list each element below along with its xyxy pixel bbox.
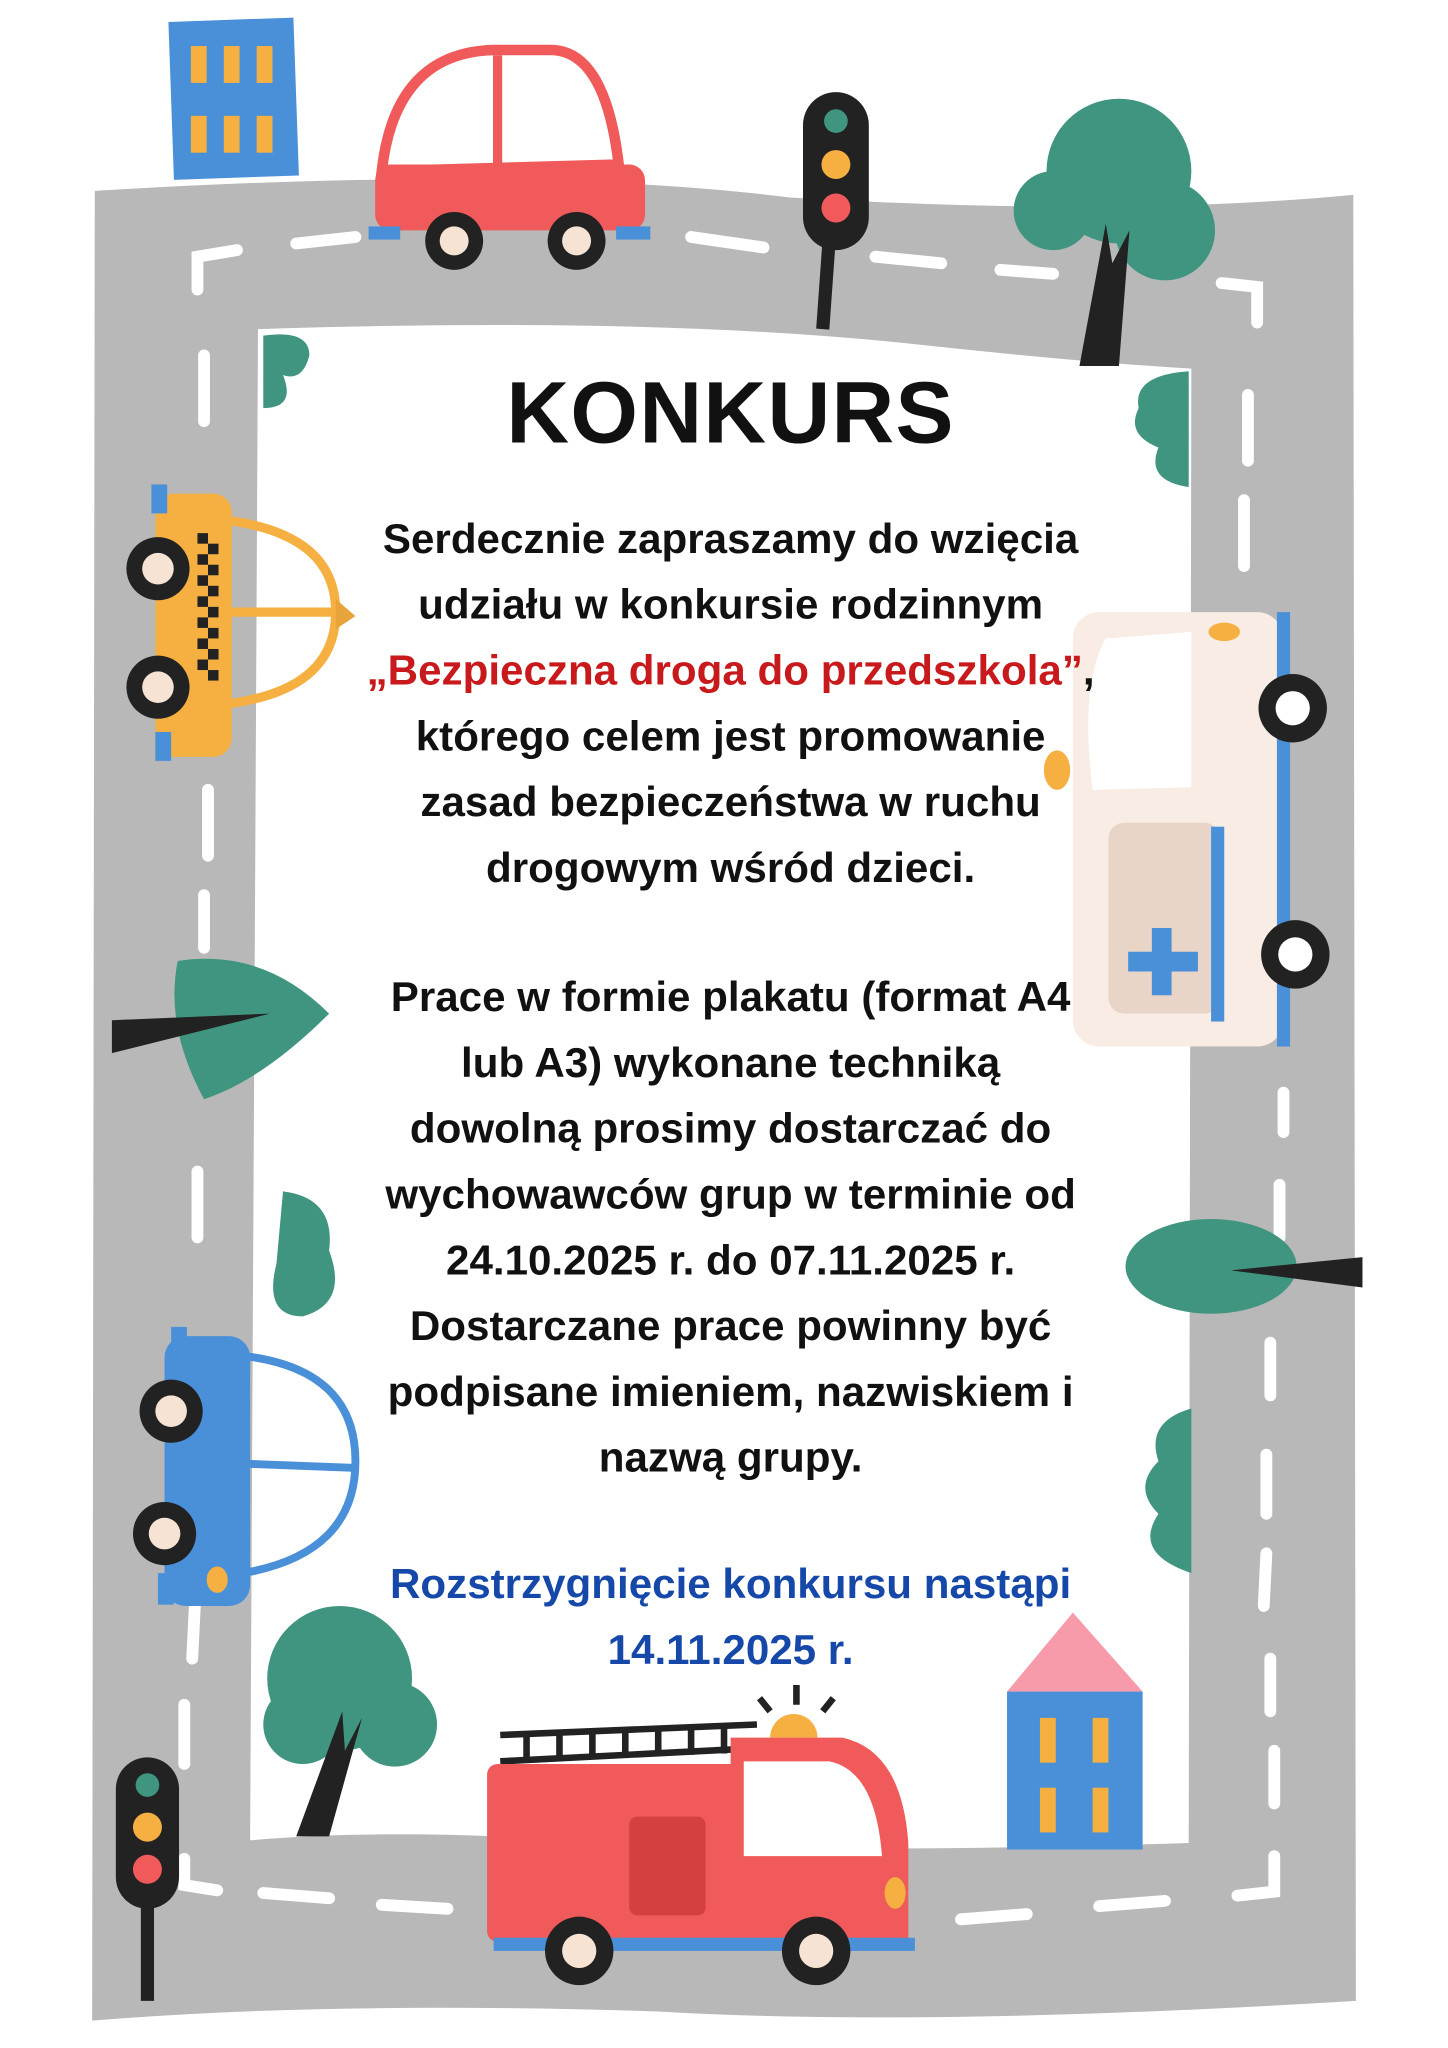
contest-name-suffix: , xyxy=(1082,646,1095,694)
page-title: KONKURS xyxy=(506,363,955,461)
details-line: Prace w formie plakatu (format A4 xyxy=(390,972,1071,1021)
intro-line: Serdecznie zapraszamy do wzięcia xyxy=(382,514,1079,563)
details-line: nazwą grupy. xyxy=(598,1433,863,1481)
result-line: Rozstrzygnięcie konkursu nastąpi xyxy=(390,1559,1072,1608)
intro-line: którego celem jest promowanie xyxy=(415,712,1046,760)
contest-name: „Bezpieczna droga do przedszkola” xyxy=(366,646,1083,694)
contest-name-line xyxy=(0,644,1448,697)
details-line: wychowawców grup w terminie od xyxy=(385,1170,1076,1218)
building-icon xyxy=(168,18,298,180)
details-line: podpisane imieniem, nazwiskiem i xyxy=(387,1367,1074,1416)
details-line: Dostarczane prace powinny być xyxy=(409,1301,1052,1350)
intro-line: udziału w konkursie rodzinnym xyxy=(418,580,1044,628)
result-date: 14.11.2025 r. xyxy=(607,1625,854,1674)
details-line: dowolną prosimy dostarczać do xyxy=(409,1104,1052,1152)
intro-line: drogowym wśród dzieci. xyxy=(485,843,976,892)
details-line: 24.10.2025 r. do 07.11.2025 r. xyxy=(446,1236,1016,1284)
details-line: lub A3) wykonane techniką xyxy=(461,1038,1001,1087)
intro-line: zasad bezpieczeństwa w ruchu xyxy=(420,777,1041,826)
